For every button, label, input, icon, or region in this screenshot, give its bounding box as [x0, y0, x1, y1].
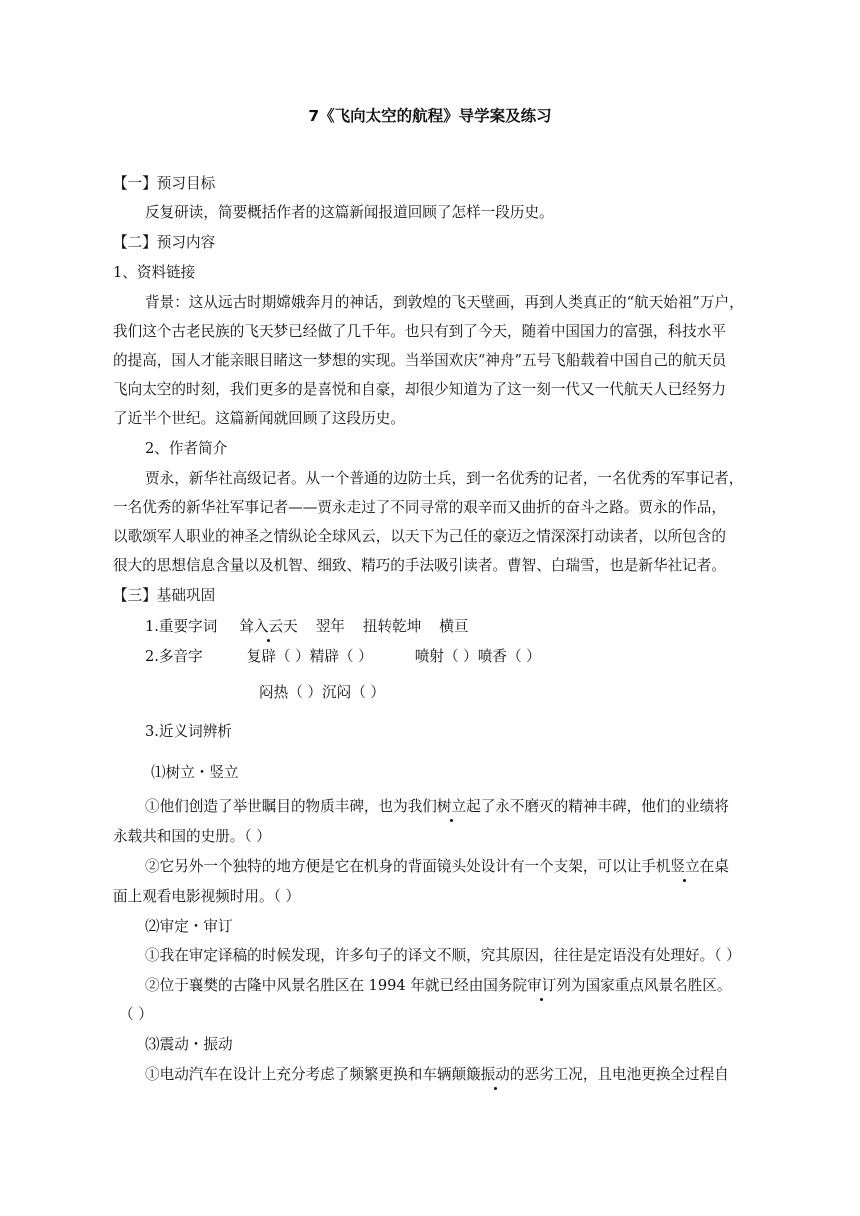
- polyphone-pair: 喷射（ ）喷香（ ）: [414, 648, 541, 665]
- background-line: 了近半个世纪。这篇新闻就回顾了这段历史。: [113, 410, 405, 427]
- polyphone-pair: 复辟（ ）精辟（ ）: [246, 648, 373, 665]
- vocab-word: 横亘: [439, 618, 469, 635]
- subsection-materials: 1、资料链接: [113, 264, 196, 281]
- synonym-sentence: ①我在审定译稿的时候发现，许多句子的译文不顺，究其原因，往往是定语没有处理好。（ ）: [145, 947, 741, 964]
- synonym-sentence: 永载共和国的史册。（ ）: [113, 828, 271, 845]
- vocab-word: 扭转乾坤: [362, 618, 422, 635]
- background-line: 背景：这从远古时期嫦娥奔月的神话，到敦煌的飞天壁画，再到人类真正的“航天始祖”万户，: [145, 294, 744, 311]
- author-line: 以歌颂军人职业的神圣之情纵论全球风云，以天下为己任的豪迈之情深深打动读者，以所包含的: [113, 528, 726, 545]
- vocab-question: [145, 617, 469, 637]
- highlighted-word: 竖立: [670, 858, 700, 875]
- synonym-sentence: ②位于襄樊的古隆中风景名胜区在 1994 年就已经由国务院审订列为国家重点风景名胜区。: [145, 977, 732, 994]
- polyphone-pair: 闷热（ ）沉闷（ ）: [259, 684, 386, 701]
- highlighted-word: 审订: [527, 977, 557, 994]
- vocab-word: 翌年: [315, 618, 345, 635]
- highlighted-word: 振动: [480, 1066, 510, 1083]
- page-title: 7《飞向太空的航程》导学案及练习: [308, 107, 552, 125]
- synonym-group-label: ⑶震动・振动: [145, 1036, 233, 1053]
- synonym-sentence: 面上观看电影视频时用。（ ）: [113, 888, 301, 905]
- synonym-sentence: ②它另外一个独特的地方便是它在机身的背面镜头处设计有一个支架，可以让手机竖立在桌: [145, 858, 729, 875]
- background-line: 飞向太空的时刻，我们更多的是喜悦和自豪，却很少知道为了这一刻一代又一代航天人已经努力: [113, 381, 726, 398]
- synonym-group-label: ⑵审定・审订: [145, 918, 233, 935]
- background-line: 的提高，国人才能亲眼目睹这一梦想的实现。当举国欢庆“神舟”五号飞船载着中国自己的航天员: [113, 352, 727, 369]
- synonym-sentence: （ ）: [119, 1006, 153, 1023]
- subsection-author: 2、作者简介: [145, 440, 228, 457]
- vocab-word: 耸入云天: [239, 618, 298, 635]
- author-line: 一名优秀的新华社军事记者——贾永走过了不同寻常的艰辛而又曲折的奋斗之路。贾永的作品，: [113, 499, 726, 516]
- section-3-heading: 【三】基础巩固: [113, 587, 216, 604]
- section-2-heading: 【二】预习内容: [113, 234, 216, 251]
- synonym-sentence: ①电动汽车在设计上充分考虑了频繁更换和车辆颠簸振动的恶劣工况，且电池更换全过程自: [145, 1066, 729, 1083]
- section-1-text: 反复研读，简要概括作者的这篇新闻报道回顾了怎样一段历史。: [145, 204, 554, 221]
- author-line: 贾永，新华社高级记者。从一个普通的边防士兵，到一名优秀的记者，一名优秀的军事记者，: [145, 470, 744, 487]
- synonym-group-label: ⑴树立・竖立: [151, 764, 239, 781]
- synonym-question: 3.近义词辨析: [145, 723, 232, 740]
- background-line: 我们这个古老民族的飞天梦已经做了几千年。也只有到了今天，随着中国国力的富强，科技水平: [113, 323, 726, 340]
- section-1-heading: 【一】预习目标: [113, 175, 216, 192]
- vocab-label: 1.重要字词: [145, 618, 218, 635]
- polyphone-label: 2.多音字: [145, 648, 203, 665]
- polyphone-question: [145, 647, 541, 667]
- synonym-sentence: ①他们创造了举世瞩目的物质丰碑，也为我们树立起了永不磨灭的精神丰碑，他们的业绩将: [145, 798, 729, 815]
- author-line: 很大的思想信息含量以及机智、细致、精巧的手法吸引读者。曹智、白瑞雪，也是新华社记者。: [113, 557, 726, 574]
- highlighted-word: 树立: [436, 798, 467, 815]
